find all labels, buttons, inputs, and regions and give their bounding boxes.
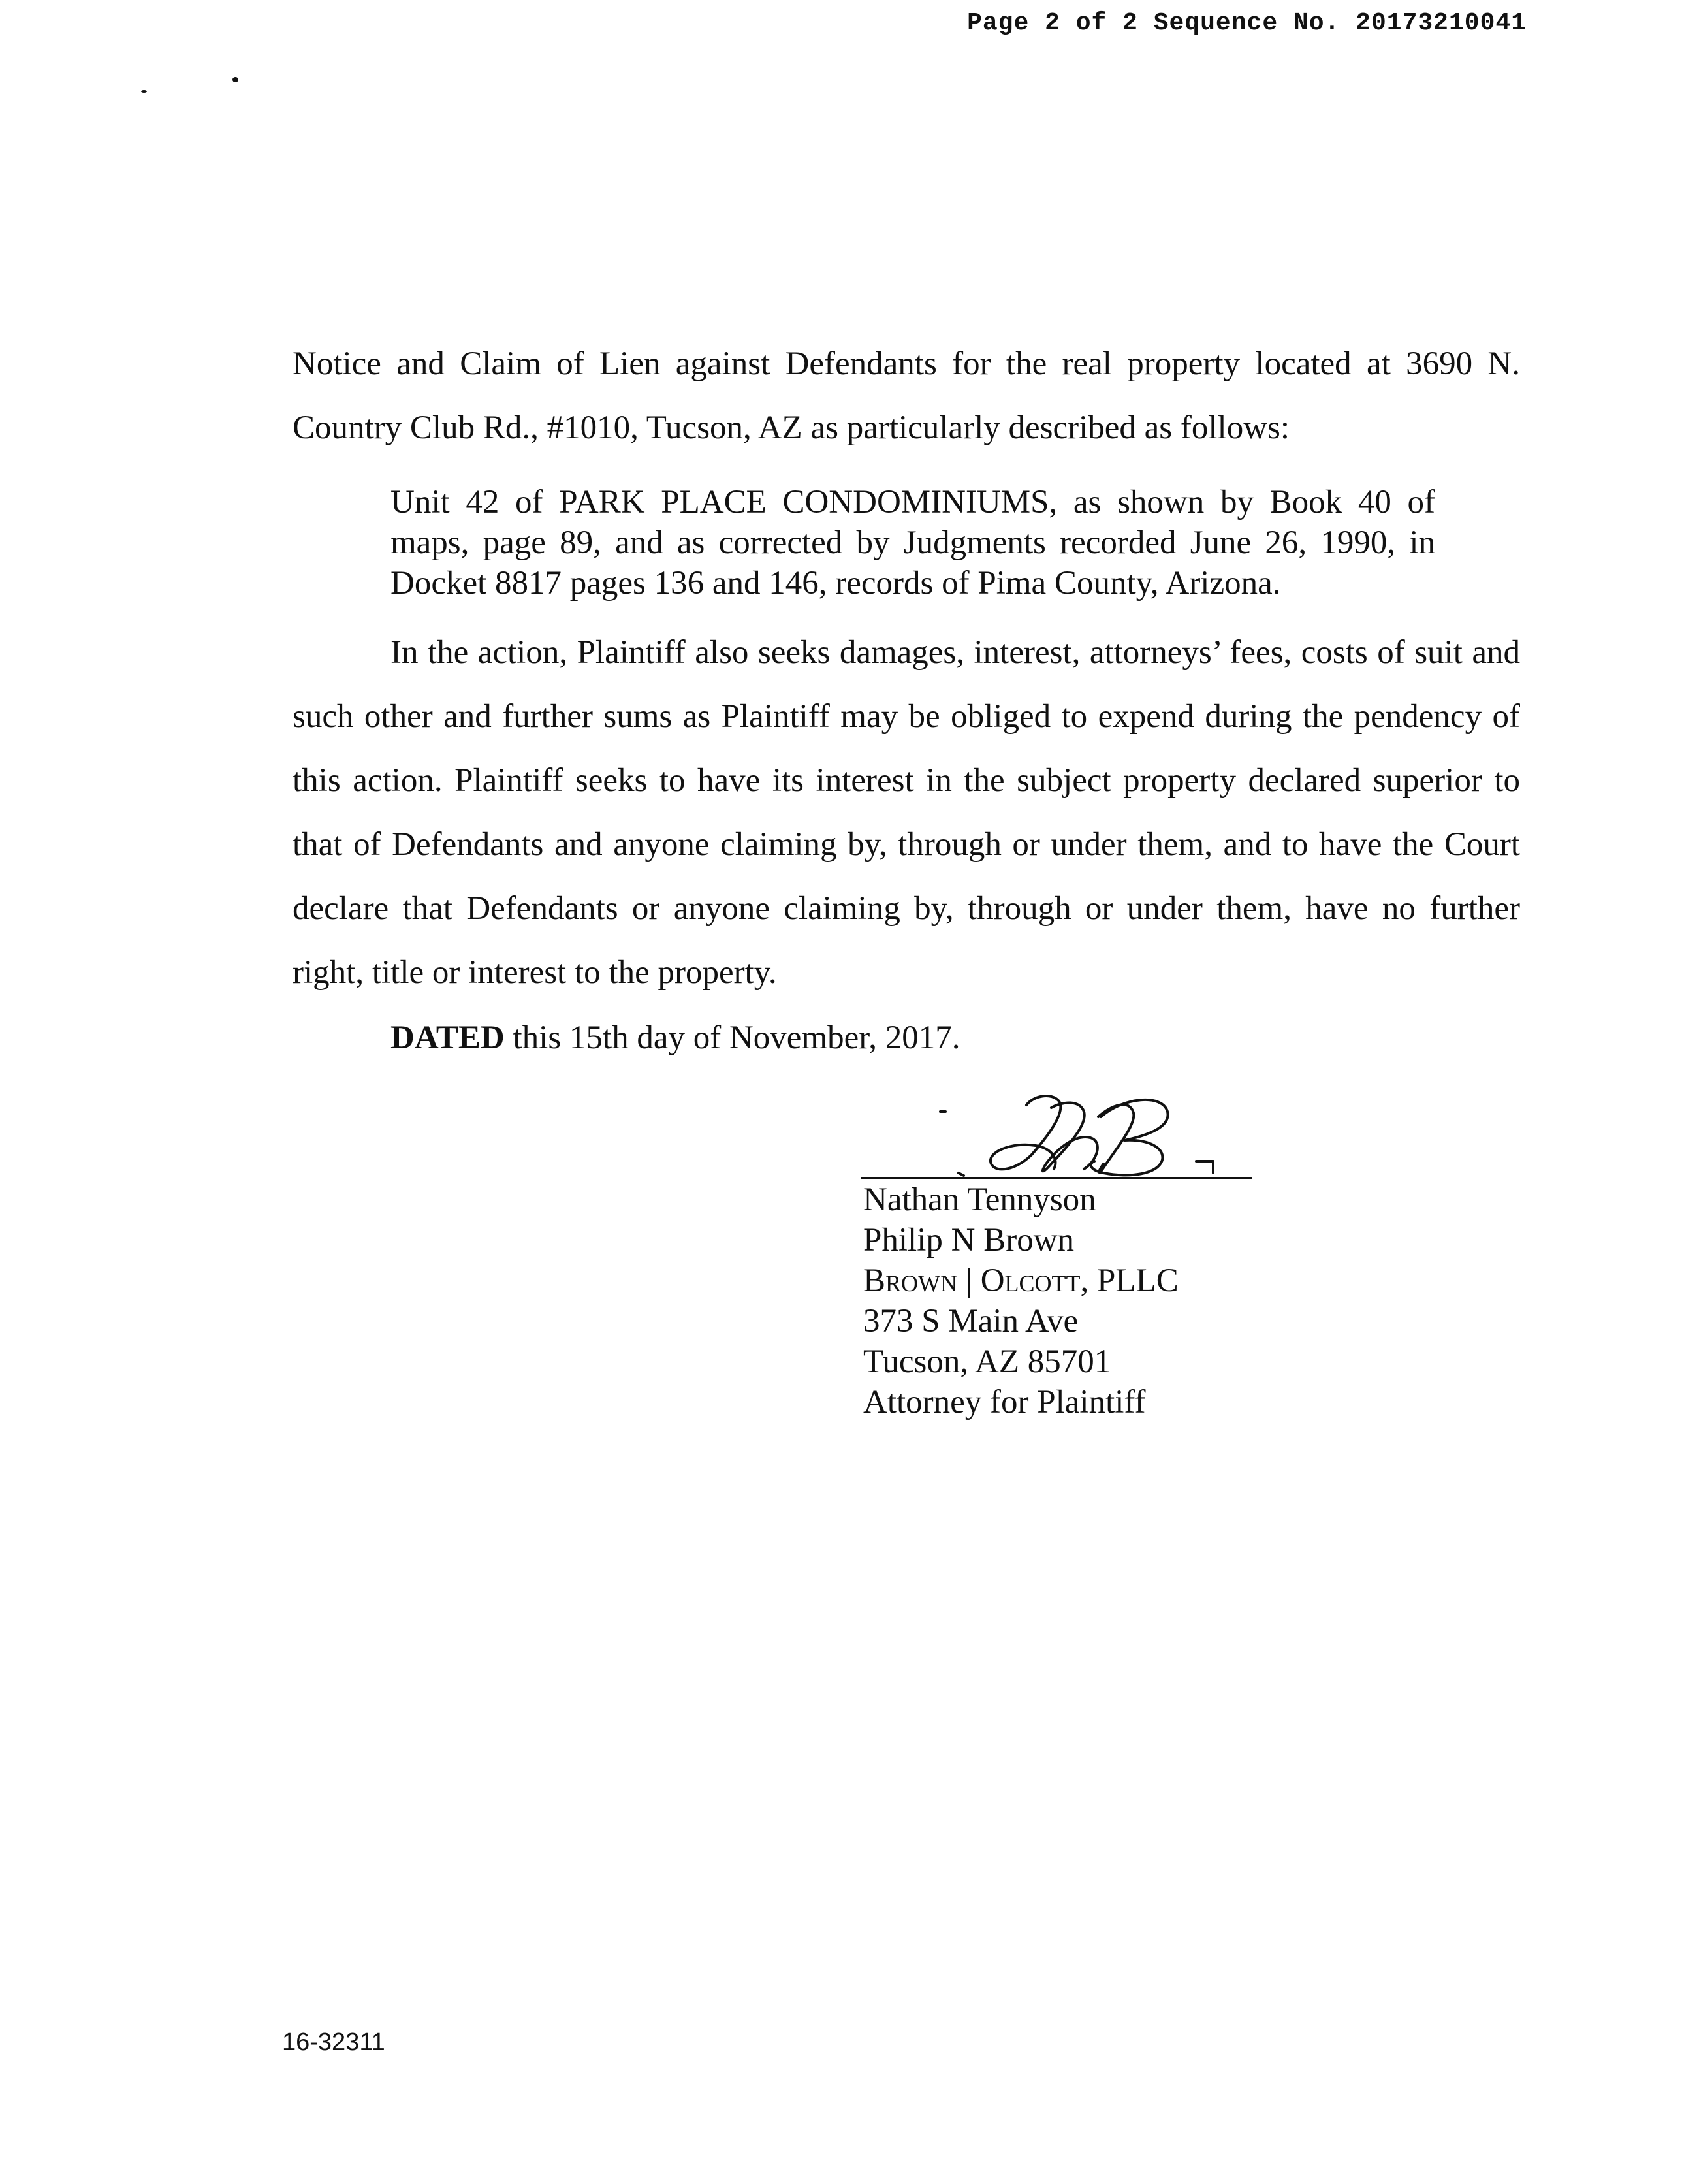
legal-description: Unit 42 of PARK PLACE CONDOMINIUMS, as shown by Book 40 of maps, page 89, and as corrected by Judgments recorded June 26, 1990, in Docket 8817 pages 136 and 146, records of Pima County, Arizona. — [390, 484, 1435, 602]
scan-speck — [232, 77, 238, 82]
signature-block — [863, 1180, 1179, 1422]
intro-paragraph: Notice and Claim of Lien against Defendants for the real property located at 3690 N. Country Club Rd., #1010, Tucson, AZ as particularly described as follows: — [293, 345, 1520, 446]
file-number: 16-32311 — [282, 2029, 385, 2056]
recording-stamp: Page 2 of 2 Sequence No. 20173210041 — [967, 9, 1527, 37]
signature-image — [855, 1078, 1260, 1182]
street-address: 373 S Main Ave — [863, 1303, 1079, 1340]
signer-name-1: Nathan Tennyson — [863, 1181, 1096, 1218]
firm-name: Brown | Olcott, PLLC — [863, 1262, 1179, 1299]
dated-label: DATED — [390, 1020, 505, 1056]
dated-text: this 15th day of November, 2017. — [504, 1020, 960, 1056]
relief-paragraph: In the action, Plaintiff also seeks damages, interest, attorneys’ fees, costs of suit and such other and further sums as Plaintiff may be obliged to expend during the pendency of this action. Plaintiff seeks to have its interest in the subject property declared superior to that of Defendants and anyone claiming by, through or under them, and to have the Court declare that Defendants or anyone claiming by, through or under them, have no further right, title or interest to the property. — [293, 634, 1520, 991]
signer-name-2: Philip N Brown — [863, 1222, 1075, 1259]
attorney-role: Attorney for Plaintiff — [863, 1384, 1146, 1421]
signature-line — [861, 1177, 1252, 1179]
city-state-zip: Tucson, AZ 85701 — [863, 1343, 1111, 1380]
scan-speck — [141, 90, 147, 93]
dated-line — [390, 1006, 960, 1070]
